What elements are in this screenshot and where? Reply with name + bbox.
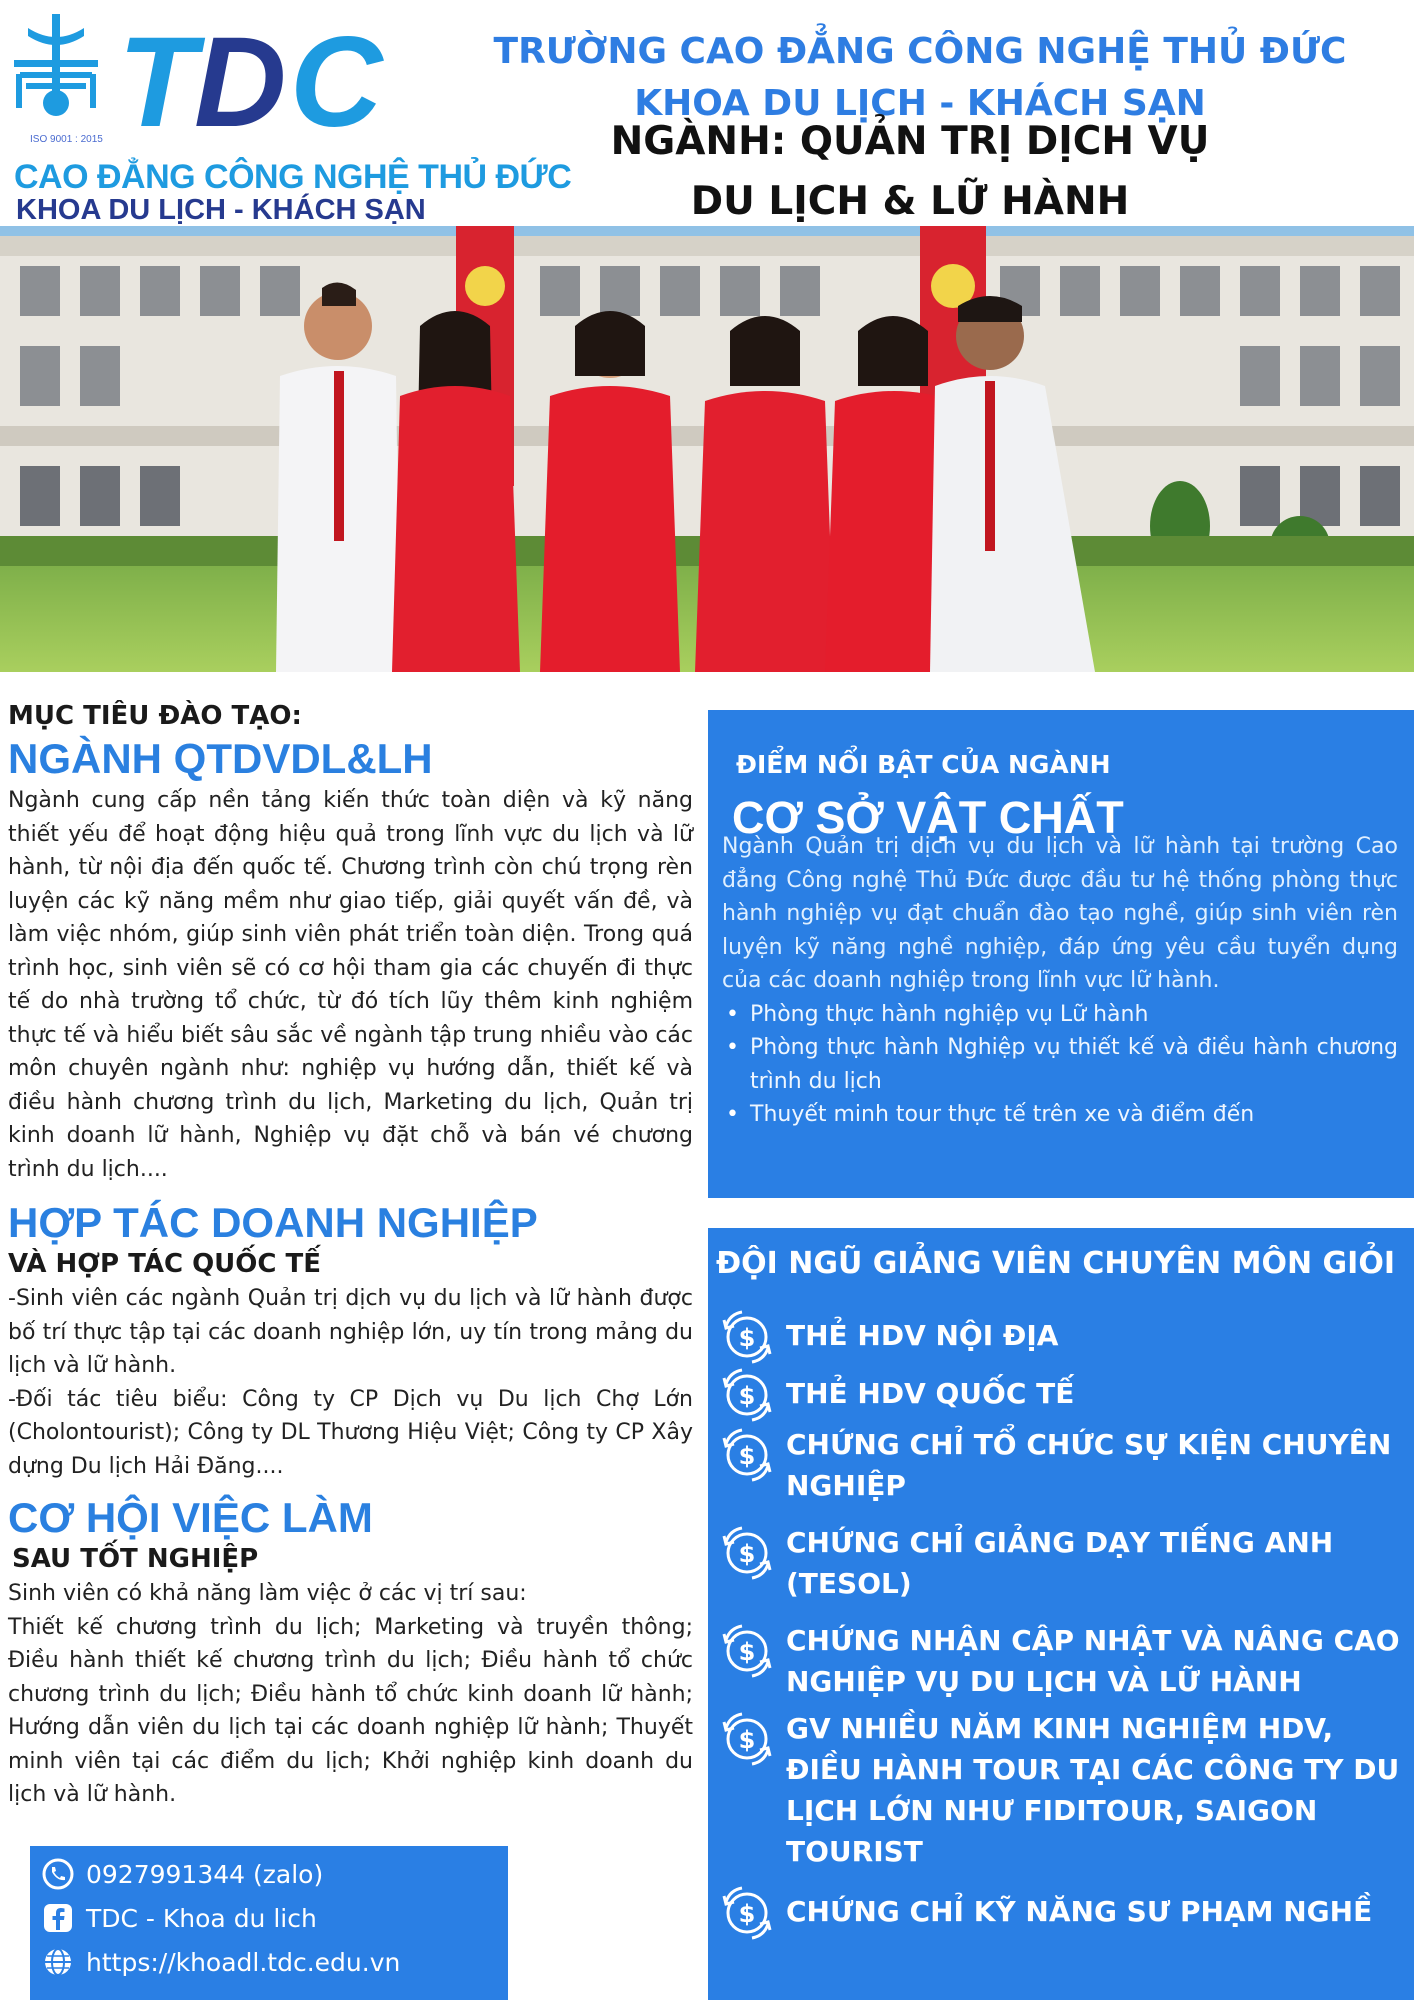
campus-group-illustration (0, 226, 1414, 672)
highlights-text-block (722, 830, 1398, 1132)
list-item: • Phòng thực hành Nghiệp vụ thiết kế và điều hành chương trình du lịch (722, 1031, 1398, 1098)
cooperation-paragraph-1: -Sinh viên các ngành Quản trị dịch vụ du lịch và lữ hành được bố trí thực tập tại các doanh nghiệp lớn, uy tín trong mảng du lịch và lữ hành. (8, 1286, 693, 1378)
major-line-2: DU LỊCH & LỮ HÀNH (690, 179, 1130, 224)
school-name: TRƯỜNG CAO ĐẲNG CÔNG NGHỆ THỦ ĐỨC (493, 31, 1347, 72)
svg-text:T: T (118, 11, 197, 154)
faculty-item (716, 1708, 1412, 1872)
iso-label: ISO 9001 : 2015 (30, 134, 103, 145)
cooperation-subtitle: VÀ HỢP TÁC QUỐC TẾ (8, 1249, 322, 1279)
faculty-panel (708, 1228, 1414, 2000)
faculty-item (716, 1306, 1412, 1368)
faculty-item (716, 1620, 1412, 1702)
phone-icon (42, 1858, 74, 1890)
cooperation-title: HỢP TÁC DOANH NGHIỆP (8, 1199, 538, 1246)
faculty-item (716, 1424, 1412, 1506)
highlights-title: CƠ SỞ VẬT CHẤT (732, 792, 1124, 843)
faculty-item-label: CHỨNG NHẬN CẬP NHẬT VÀ NÂNG CAO NGHIỆP VỤ DU LỊCH VÀ LỮ HÀNH (786, 1624, 1400, 1698)
globe-icon (42, 1946, 74, 1978)
website-link[interactable]: https://khoadl.tdc.edu.vn (86, 1947, 401, 1977)
svg-text:$: $ (738, 1900, 756, 1928)
svg-text:C: C (290, 11, 383, 154)
dollar-cycle-icon (716, 1882, 778, 1944)
faculty-item-label: THẺ HDV QUỐC TẾ (786, 1377, 1075, 1410)
svg-text:$: $ (738, 1382, 756, 1410)
svg-text:$: $ (738, 1726, 756, 1754)
students-photo (0, 226, 1414, 672)
jobs-intro: Sinh viên có khả năng làm việc ở các vị trí sau: (8, 1581, 527, 1606)
svg-text:$: $ (738, 1540, 756, 1568)
dollar-cycle-icon (716, 1364, 778, 1426)
left-column (8, 698, 693, 1812)
school-logo (8, 8, 572, 226)
faculty-name: KHOA DU LỊCH - KHÁCH SẠN (634, 83, 1206, 124)
facebook-icon (42, 1902, 74, 1934)
svg-text:D: D (194, 11, 287, 154)
list-item: • Thuyết minh tour thực tế trên xe và điểm đến (722, 1098, 1398, 1132)
faculty-item-label: CHỨNG CHỈ KỸ NĂNG SƯ PHẠM NGHỀ (786, 1895, 1373, 1928)
facebook-page[interactable]: TDC - Khoa du lich (86, 1903, 317, 1933)
logo-department: KHOA DU LỊCH - KHÁCH SẠN (16, 194, 426, 226)
list-item: • Phòng thực hành nghiệp vụ Lữ hành (722, 998, 1398, 1032)
objectives-title: NGÀNH QTDVDL&LH (8, 735, 433, 782)
contact-bar (30, 1846, 508, 2000)
objectives-text: Ngành cung cấp nền tảng kiến thức toàn diện và kỹ năng thiết yếu để hoạt động hiệu quả trong lĩnh vực du lịch và lữ hành, từ nội địa đến quốc tế. Chương trình còn chú trọng rèn luyện các kỹ năng mềm như giao tiếp, giải quyết vấn đề, và làm việc nhóm, giúp sinh viên phát triển toàn diện. Trong quá trình học, sinh viên sẽ có cơ hội tham gia các chuyến đi thực tế do nhà trường tổ chức, từ đó tích lũy thêm kinh nghiệm thực tế và hiểu biết sâu sắc về ngành tập trung nhiều vào các môn chuyên ngành như: nghiệp vụ hướng dẫn, thiết kế và điều hành chương trình du lịch, Marketing du lịch, Quản trị kinh doanh lữ hành, Nghiệp vụ đặt chỗ và bán vé chương trình du lịch.... (8, 788, 693, 1182)
faculty-item (716, 1522, 1412, 1604)
faculty-title: ĐỘI NGŨ GIẢNG VIÊN CHUYÊN MÔN GIỎI (716, 1246, 1395, 1281)
faculty-item (716, 1364, 1412, 1426)
dollar-cycle-icon (716, 1424, 778, 1486)
dollar-cycle-icon (716, 1522, 778, 1584)
faculty-item-label: GV NHIỀU NĂM KINH NGHIỆM HDV, ĐIỀU HÀNH TOUR TẠI CÁC CÔNG TY DU LỊCH LỚN NHƯ FIDITOUR, SAIGON TOURIST (786, 1712, 1400, 1868)
objectives-label: MỤC TIÊU ĐÀO TẠO: (8, 701, 302, 731)
highlights-text: Ngành Quản trị dịch vụ du lịch và lữ hành tại trường Cao đẳng Công nghệ Thủ Đức được đầu tư hệ thống phòng thực hành nghiệp vụ đạt chuẩn đào tạo nghề, giúp sinh viên rèn luyện kỹ năng nghề nghiệp, đáp ứng yêu cầu tuyển dụng của các doanh nghiệp trong lĩnh vực lữ hành. (722, 834, 1398, 993)
faculty-item (716, 1882, 1412, 1944)
faculty-item-label: THẺ HDV NỘI ĐỊA (786, 1319, 1059, 1352)
logo-school-name: CAO ĐẲNG CÔNG NGHỆ THỦ ĐỨC (14, 158, 572, 196)
faculty-item-label: CHỨNG CHỈ GIẢNG DẠY TIẾNG ANH (TESOL) (786, 1526, 1334, 1600)
jobs-subtitle: SAU TỐT NGHIỆP (12, 1544, 259, 1574)
contact-facebook[interactable] (42, 1902, 317, 1934)
svg-text:$: $ (738, 1442, 756, 1470)
jobs-text: Thiết kế chương trình du lịch; Marketing và truyền thông; Điều hành thiết kế chương trình du lịch; Điều hành tổ chức chương trình du lịch; Điều hành tổ chức kinh doanh lữ hành; Hướng dẫn viên du lịch tại các doanh nghiệp lữ hành; Thuyết minh viên tại các điểm du lịch; Khởi nghiệp kinh doanh du lịch và lữ hành. (8, 1614, 693, 1807)
svg-text:$: $ (738, 1638, 756, 1666)
dollar-cycle-icon (716, 1306, 778, 1368)
contact-website[interactable] (42, 1946, 400, 1978)
faculty-item-label: CHỨNG CHỈ TỔ CHỨC SỰ KIỆN CHUYÊN NGHIỆP (786, 1428, 1392, 1502)
jobs-title: CƠ HỘI VIỆC LÀM (8, 1494, 373, 1541)
highlights-panel (708, 710, 1414, 1198)
svg-text:$: $ (738, 1324, 756, 1352)
cooperation-paragraph-2: -Đối tác tiêu biểu: Công ty CP Dịch vụ Du lịch Chợ Lớn (Cholontourist); Công ty DL Thương Hiệu Việt; Công ty CP Xây dựng Du lịch Hải Đăng.... (8, 1386, 693, 1479)
highlights-list (722, 998, 1398, 1132)
major-heading (480, 112, 1340, 232)
contact-phone[interactable] (42, 1858, 323, 1890)
dollar-cycle-icon (716, 1620, 778, 1682)
highlights-subtitle: ĐIỂM NỔI BẬT CỦA NGÀNH (736, 750, 1111, 779)
phone-number[interactable]: 0927991344 (zalo) (86, 1859, 324, 1889)
major-line-1: NGÀNH: QUẢN TRỊ DỊCH VỤ (610, 119, 1210, 164)
dollar-cycle-icon (716, 1708, 778, 1770)
